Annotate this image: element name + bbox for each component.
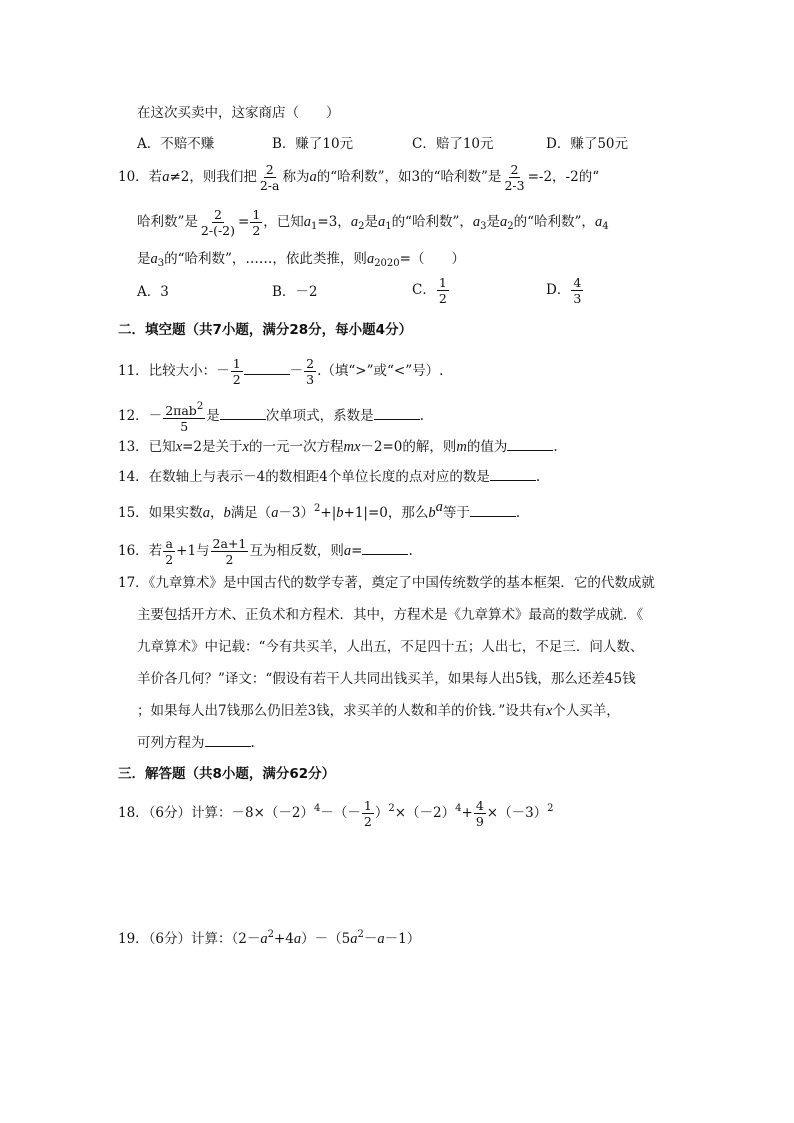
q19: 19．（6分）计算：$(2-a^2+4a)-(5a^2-a-1)$ [118,929,421,947]
q14: 14．在数轴上与表示－4的数相距4个单位长度的点对应的数是 . [118,469,541,485]
q18: 18．（6分）计算：$-8\times(-2)^4-(-$ $\frac{1}{2}$ ）$^2\times(-2)^4+$ $\frac{4}{9}$ $\times(-3)^2$ [118,798,554,829]
answer-blank[interactable] [507,438,553,451]
q10-option-c: C． $\frac{1}{2}$ [412,275,447,306]
q10-option-a: A．3 [137,284,169,300]
section-2-heading: 二．填空题（共7小题，满分28分，每小题4分） [118,322,413,338]
q15: 15．如果实数a，b满足$(a-3)^2+|b+1|=0$，那么$b^a$等于 . [118,499,521,521]
q9-option-c: C．赔了10元 [412,136,494,152]
q10-fraction-1: $\frac{2}{2-a}$ [259,162,280,193]
q10-option-b: B．－2 [272,284,318,300]
q10-line1: 10．若a≠2，则我们把 $\frac{2}{2-a}$ 称为a的“哈利数”，如3的“哈利数”是 $\frac{2}{2-3}$ =-2，-2的“ [118,162,600,193]
q9-option-b: B．赚了10元 [272,136,354,152]
section-3-heading: 三．解答题（共8小题，满分62分） [118,766,336,782]
answer-blank[interactable] [244,362,290,375]
q17-line2: 主要包括开方术、正负术和方程术．其中，方程术是《九章算术》最高的数学成就．《 [137,607,644,623]
q9-option-d: D．赚了50元 [546,136,629,152]
q17-line6: 可列方程为 . [137,735,255,751]
q10-line2: 哈利数”是 $\frac{2}{2-(-2)}$ = $\frac{1}{2}$ ，已知$a_1=3$，$a_2$是$a_1$的“哈利数”，$a_3$是$a_2$的“哈利数”，$a_4$ [137,207,609,238]
q9-option-a: A．不赔不赚 [137,136,215,152]
answer-blank[interactable] [205,734,251,747]
q11: 11．比较大小：－ $\frac{1}{2}$ － $\frac{2}{3}$ .（填“>”或“<”号）. [118,356,444,387]
answer-blank[interactable] [374,407,420,420]
q12: 12．－ $\frac{2\pi ab^2}{5}$ 是 次单项式，系数是 . [118,401,424,434]
q16: 16．若 $\frac{a}{2}$ +1与 $\frac{2a+1}{2}$ 互为相反数，则a= . [118,536,413,567]
answer-blank[interactable] [470,504,516,517]
q13: 13．已知x=2是关于x的一元一次方程mx－2=0的解，则m的值为 . [118,439,558,455]
q17-line5: ；如果每人出7钱那么仍旧差3钱，求买羊的人数和羊的价钱．”设共有x个人买羊， [137,703,620,719]
q10-fraction-2: $\frac{2}{2-3}$ [504,162,525,193]
answer-blank[interactable] [220,407,266,420]
q10-fraction-4: $\frac{1}{2}$ [252,207,261,238]
answer-blank[interactable] [490,468,536,481]
q10-option-d: D． $\frac{4}{3}$ [546,275,582,306]
q17-line4: 羊价各几何？”译文：“假设有若干人共同出钱买羊，如果每人出5钱，那么还差45钱 [137,671,636,687]
answer-blank[interactable] [362,542,408,555]
q17-line1: 17．《九章算术》是中国古代的数学专著，奠定了中国传统数学的基本框架．它的代数成就 [118,575,655,591]
q9-continuation: 在这次买卖中，这家商店（ ） [137,105,340,121]
q10-line3: 是$a_3$的“哈利数”，……，依此类推，则$a_{2020}=$（ ） [137,251,465,269]
q10-fraction-3: $\frac{2}{2-(-2)}$ [200,207,236,238]
q17-line3: 九章算术》中记载：“今有共买羊，人出五，不足四十五；人出七，不足三．问人数、 [137,639,644,655]
